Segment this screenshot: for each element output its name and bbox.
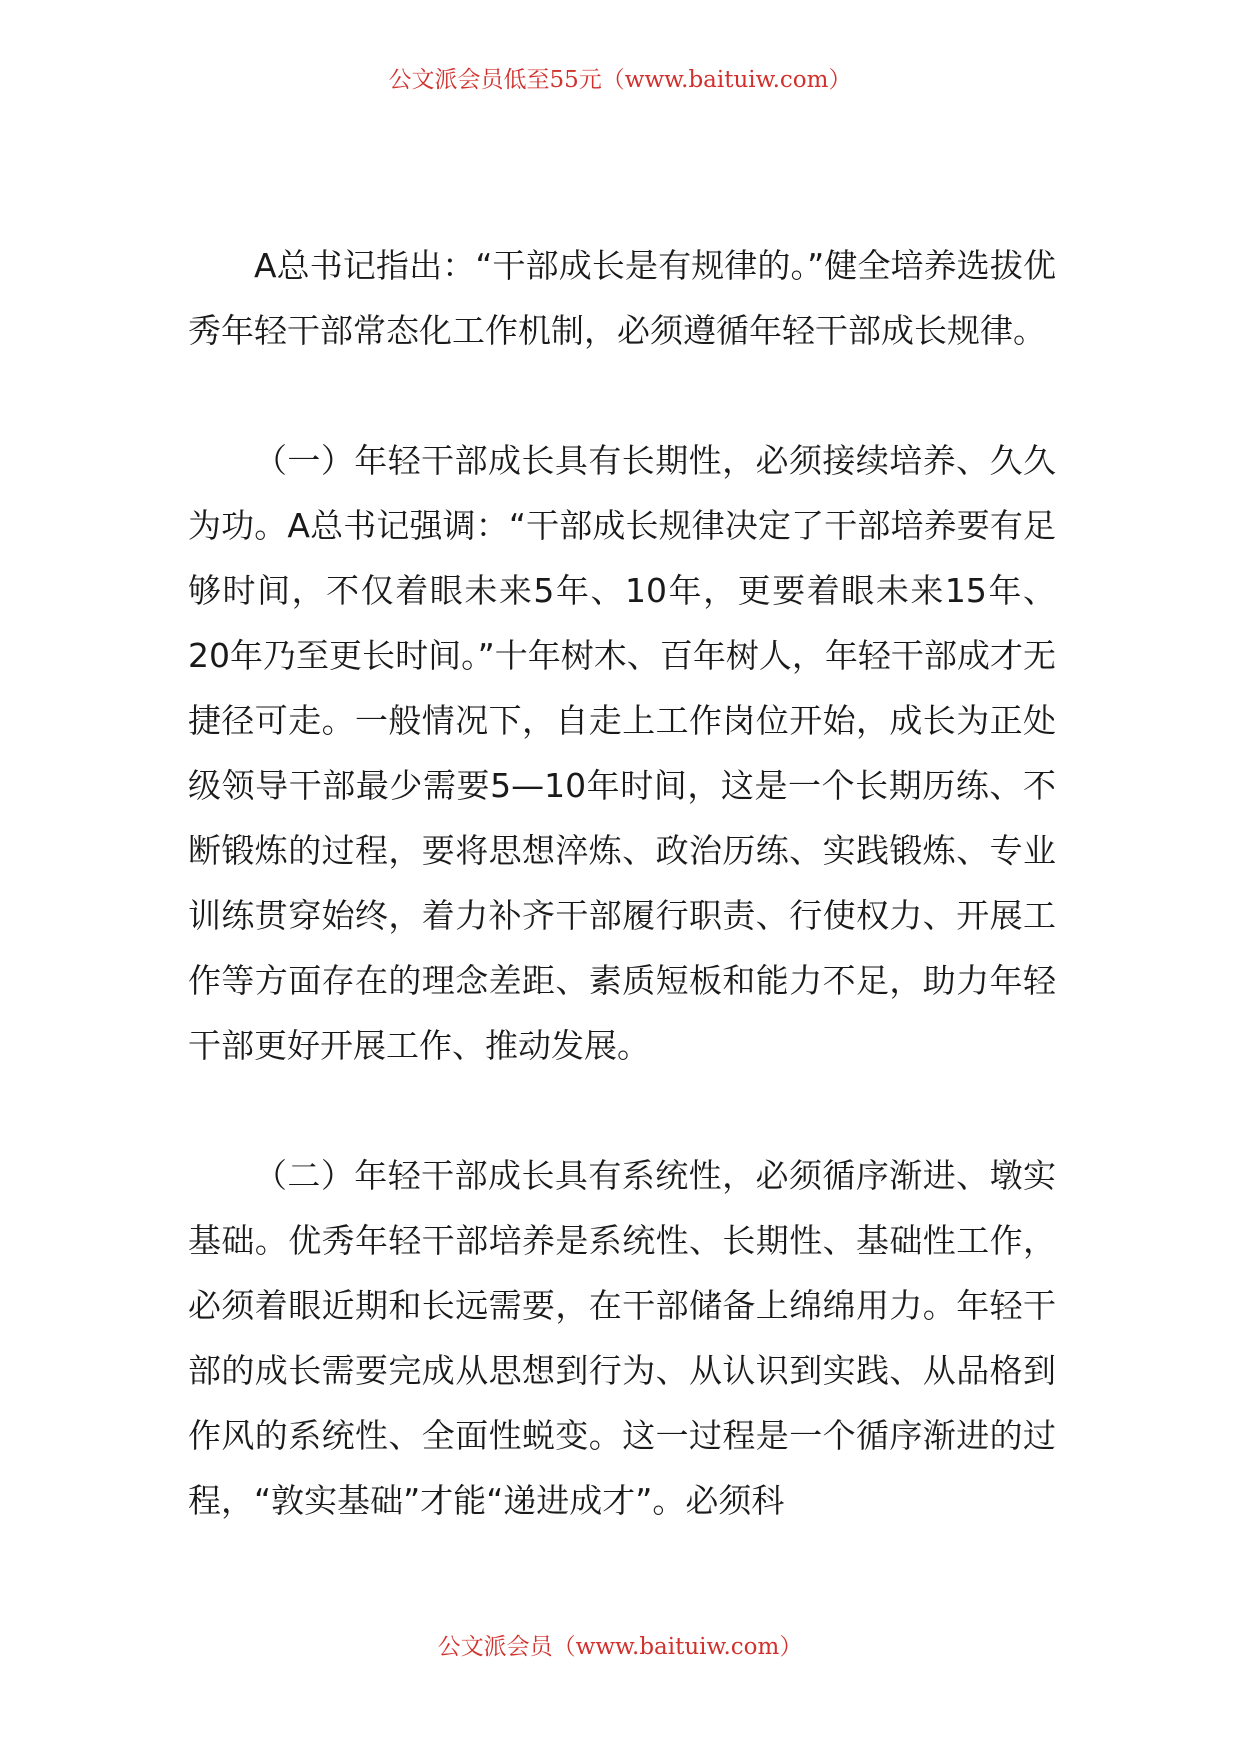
- paragraph-intro: A总书记指出：“干部成长是有规律的。”健全培养选拔优秀年轻干部常态化工作机制，必须遵循年轻干部成长规律。: [188, 246, 1056, 350]
- paragraph-section-2: （二）年轻干部成长具有系统性，必须循序渐进、墩实基础。优秀年轻干部培养是系统性、长期性、基础性工作，必须着眼近期和长远需要，在干部储备上绵绵用力。年轻干部的成长需要完成从思想到行为、从认识到实践、从品格到作风的系统性、全面性蜕变。这一过程是一个循序渐进的过程，“敦实基础”才能“递进成才”。必须科: [188, 1156, 1056, 1520]
- footer-promo-link[interactable]: 公文派会员（www.baituiw.com）: [437, 1634, 803, 1660]
- header-promo-link[interactable]: 公文派会员低至55元（www.baituiw.com）: [388, 67, 852, 93]
- paragraph-section-1: （一）年轻干部成长具有长期性，必须接续培养、久久为功。A总书记强调：“干部成长规律决定了干部培养要有足够时间，不仅着眼未来5年、10年，更要着眼未来15年、20年乃至更长时间。”十年树木、百年树人，年轻干部成才无捷径可走。一般情况下，自走上工作岗位开始，成长为正处级领导干部最少需要5—10年时间，这是一个长期历练、不断锻炼的过程，要将思想淬炼、政治历练、实践锻炼、专业训练贯穿始终，着力补齐干部履行职责、行使权力、开展工作等方面存在的理念差距、素质短板和能力不足，助力年轻干部更好开展工作、推动发展。: [188, 441, 1056, 1065]
- document-body: [188, 233, 1056, 1533]
